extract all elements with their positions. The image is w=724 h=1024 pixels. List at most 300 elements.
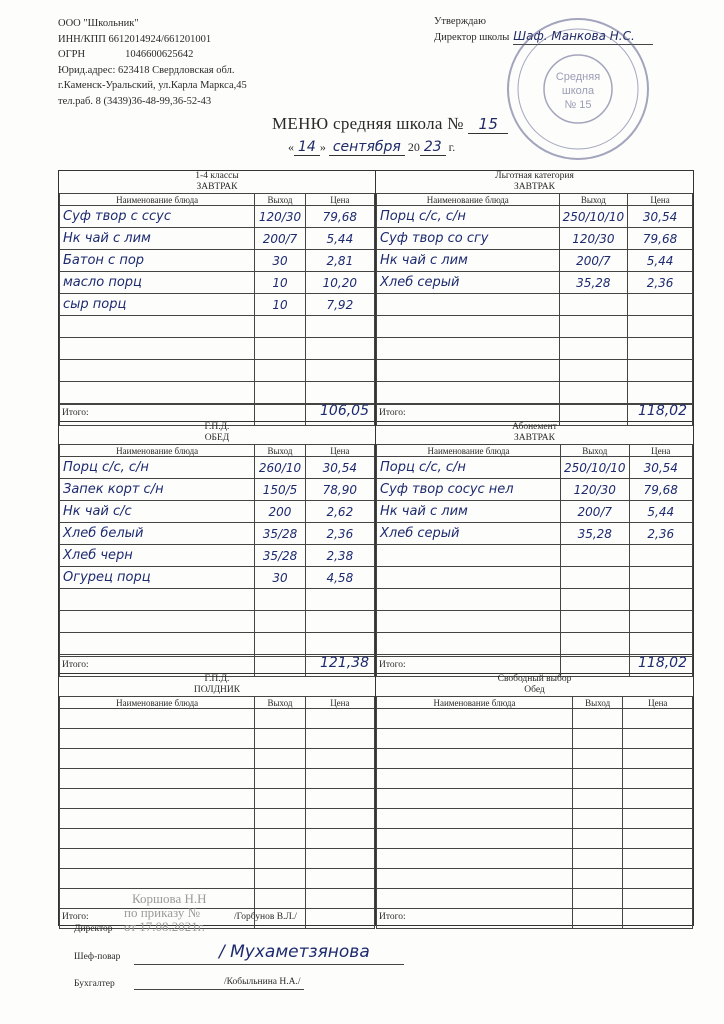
price-header: Цена — [623, 697, 693, 709]
output-cell — [561, 567, 630, 589]
director-note-1: Коршова Н.Н — [132, 891, 207, 906]
price-header: Цена — [629, 445, 692, 457]
table-header-row — [60, 194, 375, 206]
table-row — [60, 809, 375, 829]
dish-name-cell: Суф твор со сгу — [377, 228, 560, 250]
table-row — [60, 272, 375, 294]
total-value: 106,05 — [320, 403, 369, 419]
price-cell: 2,36 — [628, 272, 693, 294]
total-row — [59, 404, 375, 421]
output-cell — [572, 829, 623, 849]
table-row — [377, 869, 693, 889]
output-header: Выход — [255, 194, 305, 206]
stamp-line-2: школа — [561, 85, 595, 97]
table-row — [377, 382, 693, 404]
dish-name-cell: Батон с пор — [60, 250, 255, 272]
price-cell: 7,92 — [305, 294, 374, 316]
price-cell — [305, 749, 374, 769]
price-cell: 30,54 — [629, 457, 692, 479]
table-header-row — [377, 194, 693, 206]
price-cell — [623, 869, 693, 889]
dish-name-cell — [377, 849, 573, 869]
dish-name-cell: масло порц — [60, 272, 255, 294]
signatures-block — [74, 890, 454, 1000]
meal-title: ЗАВТРАК — [514, 433, 555, 443]
total-label: Итого: — [62, 660, 89, 670]
table-row — [377, 360, 693, 382]
output-cell — [255, 316, 305, 338]
price-cell — [305, 829, 374, 849]
price-cell — [305, 589, 374, 611]
menu-date — [288, 139, 455, 155]
table-row — [377, 316, 693, 338]
price-cell — [305, 849, 374, 869]
output-cell — [255, 809, 305, 829]
total-label: Итого: — [379, 408, 406, 418]
meal-title: ЗАВТРАК — [514, 182, 555, 192]
accountant-signature-line — [134, 989, 304, 990]
dish-name-cell: Нк чай с лим — [377, 250, 560, 272]
dish-name-cell — [60, 360, 255, 382]
price-cell — [305, 611, 374, 633]
output-header: Выход — [255, 697, 305, 709]
price-header: Цена — [305, 445, 374, 457]
dish-name-cell: Хлеб серый — [377, 272, 560, 294]
dish-name-cell — [60, 338, 255, 360]
dish-name-cell: Хлеб серый — [377, 523, 561, 545]
org-ogrn — [58, 47, 247, 63]
table-row — [60, 589, 375, 611]
table-row — [60, 523, 375, 545]
menu-section — [376, 422, 694, 674]
table-row — [377, 567, 693, 589]
price-cell: 2,81 — [305, 250, 374, 272]
price-cell: 79,68 — [305, 206, 374, 228]
output-cell — [572, 809, 623, 829]
price-cell — [623, 729, 693, 749]
output-cell — [255, 869, 305, 889]
table-row — [377, 523, 693, 545]
output-cell — [561, 545, 630, 567]
meal-title: ЗАВТРАК — [196, 182, 238, 192]
output-cell — [255, 360, 305, 382]
section-header — [59, 171, 375, 193]
menu-section — [376, 674, 694, 926]
dish-name-cell — [377, 611, 561, 633]
output-header: Выход — [561, 445, 630, 457]
dish-name-cell — [60, 869, 255, 889]
menu-section — [58, 422, 376, 674]
table-row — [377, 633, 693, 655]
output-cell — [255, 338, 305, 360]
table-row — [60, 849, 375, 869]
output-cell — [559, 316, 628, 338]
table-row — [60, 611, 375, 633]
dish-name-header: Наименование блюда — [60, 194, 255, 206]
output-header: Выход — [255, 445, 305, 457]
chef-name: / Мухаметзянова — [219, 942, 370, 962]
price-cell — [629, 589, 692, 611]
total-row — [59, 656, 375, 673]
table-header-row — [60, 697, 375, 709]
org-name: ООО "Школьник" — [58, 18, 139, 29]
dish-name-cell: сыр порц — [60, 294, 255, 316]
dish-name-cell: Нк чай с/с — [60, 501, 255, 523]
dish-name-cell — [60, 316, 255, 338]
price-cell — [628, 316, 693, 338]
stamp-line-1: Средняя — [555, 71, 601, 83]
table-row — [377, 849, 693, 869]
output-cell — [559, 294, 628, 316]
year-suffix: 23 — [420, 139, 446, 156]
output-cell: 120/30 — [559, 228, 628, 250]
section-title: Абонемент — [512, 422, 557, 432]
page-title — [272, 114, 508, 134]
table-row — [60, 228, 375, 250]
output-cell — [572, 769, 623, 789]
dish-name-cell — [60, 729, 255, 749]
table-row — [377, 228, 693, 250]
dish-name-cell — [60, 809, 255, 829]
output-cell: 35/28 — [255, 545, 305, 567]
org-phone: тел.раб. 8 (3439)36-48-99,36-52-43 — [58, 95, 212, 107]
table-row — [60, 749, 375, 769]
table-row — [60, 382, 375, 404]
section-title: Льготная категория — [495, 171, 574, 181]
dish-name-cell — [60, 849, 255, 869]
dish-name-cell: Суф твор сосус нел — [377, 479, 561, 501]
price-cell: 5,44 — [628, 250, 693, 272]
dish-name-cell: Хлеб черн — [60, 545, 255, 567]
output-cell: 35,28 — [559, 272, 628, 294]
price-cell — [305, 729, 374, 749]
table-row — [377, 829, 693, 849]
table-row — [60, 789, 375, 809]
price-cell — [629, 633, 692, 655]
price-cell — [305, 809, 374, 829]
price-cell: 78,90 — [305, 479, 374, 501]
table-row — [60, 206, 375, 228]
table-row — [60, 338, 375, 360]
table-row — [60, 769, 375, 789]
ogrn-value: 1046600625642 — [125, 49, 194, 60]
output-cell — [559, 382, 628, 404]
table-row — [377, 769, 693, 789]
table-row — [377, 611, 693, 633]
output-cell: 260/10 — [255, 457, 305, 479]
output-cell: 150/5 — [255, 479, 305, 501]
dish-name-header: Наименование блюда — [60, 445, 255, 457]
table-row — [60, 567, 375, 589]
table-row — [377, 589, 693, 611]
dish-name-cell: Хлеб белый — [60, 523, 255, 545]
table-row — [377, 789, 693, 809]
total-value: 121,38 — [320, 655, 369, 671]
output-cell — [559, 338, 628, 360]
output-cell — [255, 829, 305, 849]
dish-name-cell: Порц с/с, с/н — [377, 206, 560, 228]
table-row — [60, 829, 375, 849]
table-row — [60, 501, 375, 523]
price-cell — [305, 338, 374, 360]
dish-name-cell — [377, 749, 573, 769]
stamp-line-3: № 15 — [564, 99, 592, 111]
output-cell — [572, 869, 623, 889]
dish-name-cell — [60, 709, 255, 729]
dish-name-cell — [60, 789, 255, 809]
year-unit: г. — [448, 140, 456, 154]
dish-name-cell — [377, 316, 560, 338]
price-cell: 79,68 — [629, 479, 692, 501]
chef-signature-line — [134, 964, 404, 965]
dish-name-cell — [60, 829, 255, 849]
ogrn-label: ОГРН — [58, 49, 86, 60]
output-cell — [255, 749, 305, 769]
total-label: Итого: — [379, 660, 406, 670]
total-row — [376, 404, 693, 421]
section-title: 1-4 классы — [195, 171, 239, 181]
price-header: Цена — [305, 697, 374, 709]
quote-open: « — [288, 140, 294, 154]
price-cell — [305, 360, 374, 382]
table-row — [377, 272, 693, 294]
total-label: Итого: — [379, 912, 406, 922]
menu-table — [376, 444, 693, 677]
meal-title: Обед — [524, 685, 545, 695]
table-row — [60, 869, 375, 889]
price-cell — [305, 316, 374, 338]
dish-name-cell: Нк чай с лим — [377, 501, 561, 523]
section-row — [58, 674, 694, 926]
table-header-row — [377, 445, 693, 457]
dish-name-cell — [60, 611, 255, 633]
total-label: Итого: — [62, 912, 89, 922]
output-cell — [572, 789, 623, 809]
dish-name-cell — [377, 809, 573, 829]
output-header: Выход — [572, 697, 623, 709]
table-row — [377, 809, 693, 829]
dish-name-cell — [377, 789, 573, 809]
dish-name-cell — [60, 749, 255, 769]
price-cell — [305, 382, 374, 404]
output-cell — [572, 849, 623, 869]
output-cell: 35,28 — [561, 523, 630, 545]
director-note-2: по приказу № — [124, 905, 201, 920]
dish-name-cell: Запек корт с/н — [60, 479, 255, 501]
output-cell — [561, 589, 630, 611]
table-header-row — [60, 445, 375, 457]
output-cell: 10 — [255, 272, 305, 294]
section-title: Г.П.Д. — [204, 674, 230, 684]
org-address-1: Юрид.адрес: 623418 Свердловская обл. — [58, 64, 235, 76]
menu-section — [58, 674, 376, 926]
dish-name-cell — [377, 589, 561, 611]
total-row — [376, 656, 693, 673]
school-stamp — [503, 14, 653, 164]
table-row — [60, 294, 375, 316]
dish-name-cell — [377, 360, 560, 382]
dish-name-cell — [60, 633, 255, 655]
director-label: Директор — [74, 924, 113, 934]
output-cell: 35/28 — [255, 523, 305, 545]
output-cell — [559, 360, 628, 382]
price-cell — [623, 769, 693, 789]
price-cell — [628, 338, 693, 360]
total-value: 118,02 — [638, 403, 687, 419]
table-row — [377, 250, 693, 272]
table-row — [377, 206, 693, 228]
price-header: Цена — [305, 194, 374, 206]
output-cell: 120/30 — [255, 206, 305, 228]
menu-section — [58, 170, 376, 422]
meal-title: ПОЛДНИК — [193, 685, 241, 695]
price-cell — [623, 809, 693, 829]
menu-table — [376, 193, 693, 426]
output-cell: 250/10/10 — [559, 206, 628, 228]
output-cell — [561, 633, 630, 655]
dish-name-cell: Порц с/с, с/н — [377, 457, 561, 479]
price-cell — [629, 567, 692, 589]
menu-table — [59, 444, 375, 677]
table-row — [60, 633, 375, 655]
org-address-2: г.Каменск-Уральский, ул.Карла Маркса,45 — [58, 80, 247, 91]
output-cell: 200/7 — [559, 250, 628, 272]
output-cell: 200/7 — [561, 501, 630, 523]
price-cell — [623, 889, 693, 909]
year-prefix: 20 — [407, 140, 420, 154]
organization-info — [58, 16, 247, 109]
price-cell — [305, 869, 374, 889]
table-row — [377, 457, 693, 479]
dish-name-header: Наименование блюда — [377, 445, 561, 457]
dish-name-cell: Суф твор с ссус — [60, 206, 255, 228]
table-row — [377, 749, 693, 769]
price-cell — [623, 749, 693, 769]
dish-name-cell — [377, 382, 560, 404]
output-cell: 30 — [255, 250, 305, 272]
accountant-label: Бухгалтер — [74, 979, 115, 989]
price-cell — [623, 709, 693, 729]
table-row — [377, 545, 693, 567]
section-title: Г.П.Д. — [204, 422, 230, 432]
price-cell — [629, 611, 692, 633]
section-row — [58, 170, 694, 422]
table-row — [60, 360, 375, 382]
section-title: Свободный выбор — [497, 674, 572, 684]
output-cell — [572, 709, 623, 729]
table-row — [377, 294, 693, 316]
dish-name-cell — [60, 382, 255, 404]
table-row — [60, 545, 375, 567]
table-row — [60, 709, 375, 729]
price-cell — [629, 545, 692, 567]
table-row — [60, 250, 375, 272]
table-row — [60, 316, 375, 338]
output-cell: 200 — [255, 501, 305, 523]
dish-name-cell: Огурец порц — [60, 567, 255, 589]
director-school-signature: Шаф. Манкова Н.С. — [513, 29, 653, 45]
price-cell: 2,36 — [629, 523, 692, 545]
output-cell — [255, 769, 305, 789]
output-cell: 120/30 — [561, 479, 630, 501]
total-value: 118,02 — [638, 655, 687, 671]
section-row — [58, 422, 694, 674]
output-cell: 200/7 — [255, 228, 305, 250]
section-header — [376, 674, 693, 696]
dish-name-header: Наименование блюда — [60, 697, 255, 709]
output-cell — [255, 789, 305, 809]
output-cell — [255, 633, 305, 655]
section-header — [59, 422, 375, 444]
price-cell — [305, 633, 374, 655]
price-cell — [628, 382, 693, 404]
table-row — [377, 729, 693, 749]
table-row — [377, 479, 693, 501]
price-cell: 2,38 — [305, 545, 374, 567]
org-inn: ИНН/КПП 6612014924/661201001 — [58, 33, 212, 45]
price-cell: 30,54 — [305, 457, 374, 479]
output-cell — [255, 729, 305, 749]
dish-name-cell — [377, 769, 573, 789]
output-cell: 250/10/10 — [561, 457, 630, 479]
dish-name-header: Наименование блюда — [377, 194, 560, 206]
price-cell — [623, 829, 693, 849]
dish-name-header: Наименование блюда — [377, 697, 573, 709]
school-number: 15 — [468, 115, 508, 134]
date-day: 14 — [294, 139, 320, 156]
price-cell — [623, 849, 693, 869]
dish-name-cell — [377, 567, 561, 589]
director-school-label: Директор школы — [434, 32, 510, 43]
section-header — [376, 171, 693, 193]
title-prefix: МЕНЮ средняя школа № — [272, 114, 464, 133]
output-cell — [572, 729, 623, 749]
accountant-name: /Кобыльнина Н.А./ — [224, 977, 301, 987]
chef-label: Шеф-повар — [74, 952, 121, 962]
price-cell: 5,44 — [305, 228, 374, 250]
price-cell: 4,58 — [305, 567, 374, 589]
total-label: Итого: — [62, 408, 89, 418]
meal-title: ОБЕД — [204, 433, 230, 443]
price-cell: 2,36 — [305, 523, 374, 545]
price-cell — [305, 709, 374, 729]
output-cell: 10 — [255, 294, 305, 316]
quote-close: » — [319, 140, 326, 154]
director-name: /Горбунов В.Л./ — [234, 912, 297, 922]
output-header: Выход — [559, 194, 628, 206]
output-cell — [572, 749, 623, 769]
price-cell: 79,68 — [628, 228, 693, 250]
price-cell — [623, 789, 693, 809]
dish-name-cell — [377, 869, 573, 889]
dish-name-cell — [60, 589, 255, 611]
approve-label: Утверждаю — [434, 16, 486, 27]
output-cell — [255, 589, 305, 611]
dish-name-cell — [377, 729, 573, 749]
table-row — [60, 729, 375, 749]
menu-sections — [58, 170, 694, 926]
section-header — [376, 422, 693, 444]
price-cell: 5,44 — [629, 501, 692, 523]
menu-section — [376, 170, 694, 422]
output-cell — [255, 849, 305, 869]
date-month: сентября — [329, 139, 405, 156]
price-cell: 2,62 — [305, 501, 374, 523]
table-row — [377, 501, 693, 523]
section-header — [59, 674, 375, 696]
dish-name-cell: Нк чай с лим — [60, 228, 255, 250]
price-header: Цена — [628, 194, 693, 206]
